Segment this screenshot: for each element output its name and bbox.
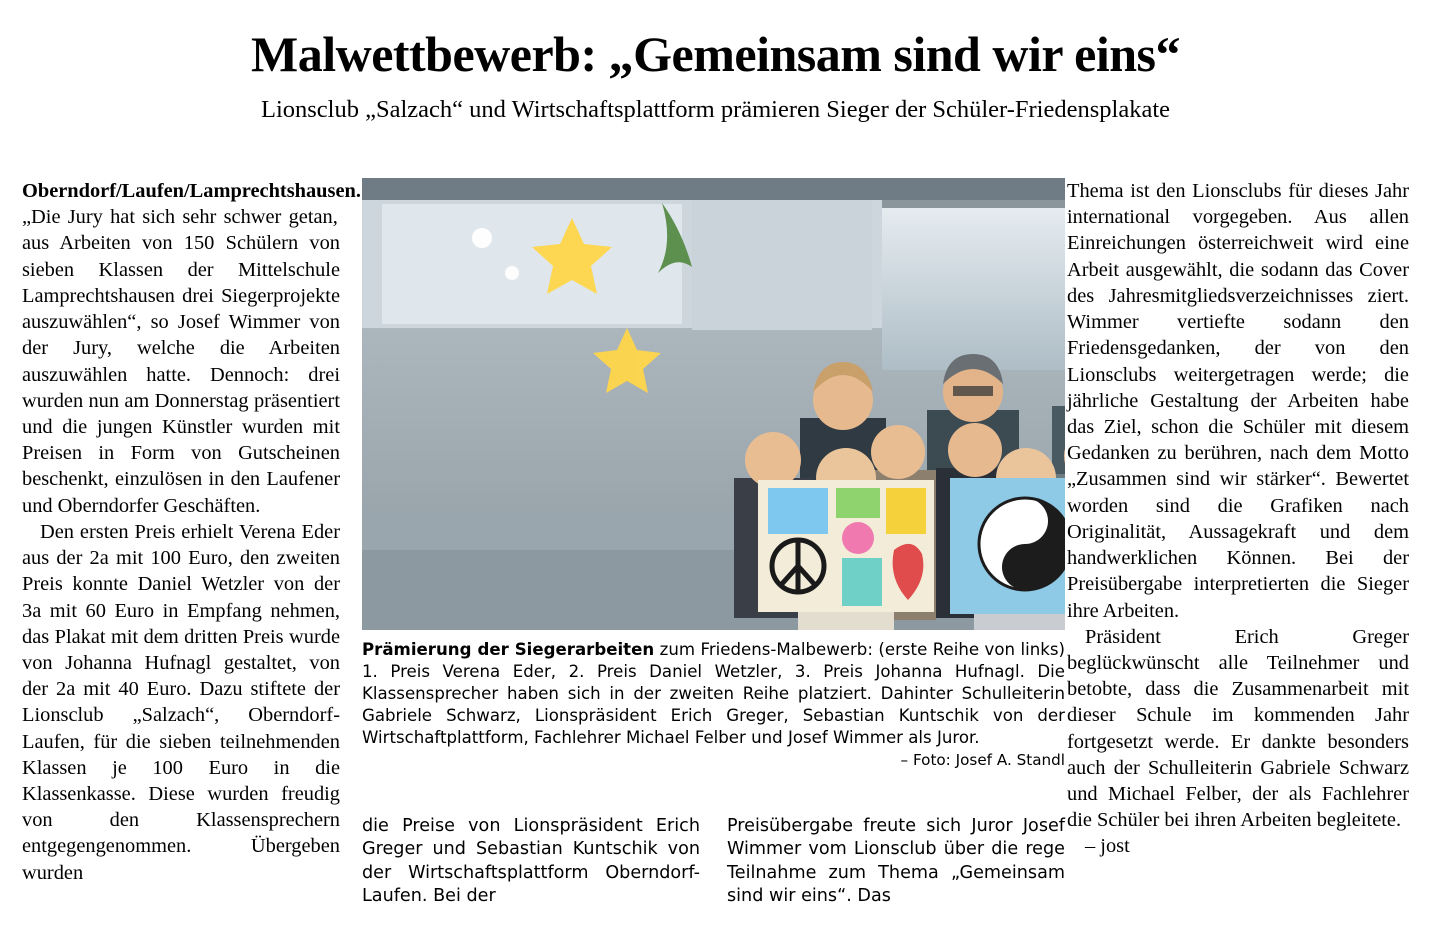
left-paragraph-2: Den ersten Preis erhielt Verena Eder aus der 2a mit 100 Euro, den zweiten Preis konnte Daniel Wetzler von der 3a mit 60 Euro in Empfang nehmen, das Plakat mit dem dritten Preis wurde von Johanna Hufnagl gestaltet, von der 2a mit 40 Euro. Dazu stiftete der Lionsclub „Salzach“, Oberndorf-Laufen, für die sieben teilnehmenden Klassen je 100 Euro in die Klassenkasse. Diese wurden freudig von den Klassensprechern entgegengenommen. Übergeben wurden — [22, 520, 340, 884]
mid-right-text: Preisübergabe freute sich Juror Josef Wimmer vom Lionsclub über die rege Teilnahme zum Thema „Gemeinsam sind wir eins“. Das — [727, 816, 1065, 907]
subheadline: Lionsclub „Salzach“ und Wirtschaftsplattform prämieren Sieger der Schüler-Friedensplakate — [260, 95, 1170, 123]
right-paragraph-2: Präsident Erich Greger beglückwünscht alle Teilnehmer und betobte, dass die Zusammenarbeit mit dieser Schule im kommenden Jahr fortgesetzt werde. Er dankte besonders auch der Schulleiterin Gabriele Schwarz und Michael Felber, der als Fachlehrer die Schüler bei ihren Arbeiten begleitete. — [1067, 625, 1409, 832]
left-paragraph-1 — [22, 178, 361, 519]
column-left — [22, 178, 361, 926]
middle-bottom-columns — [362, 815, 1065, 909]
photo-caption — [362, 639, 1065, 749]
photo-credit: – Foto: Josef A. Standl — [900, 751, 1065, 770]
article-signature: – jost — [1085, 835, 1130, 858]
newspaper-page — [0, 28, 1431, 940]
caption-text: zum Friedens-Malbewerb: (erste Reihe von links) 1. Preis Verena Eder, 2. Preis Daniel Wetzler, 3. Preis Johanna Hufnagl. Die Klassensprecher haben sich in der zweiten Reihe platziert. Dahinter Schulleiterin Gabriele Schwarz, Lionspräsident Erich Greger, Sebastian Kuntschik von der Wirtschaftplattform, Fachlehrer Michael Felber und Josef Wimmer als Juror. — [362, 640, 1065, 748]
photo-illustration — [362, 178, 1065, 630]
column-right — [1067, 178, 1409, 926]
article-photo — [362, 178, 1065, 630]
article-columns — [22, 178, 1409, 932]
column-middle — [362, 178, 1065, 926]
mid-left-text: die Preise von Lionspräsident Erich Greger und Sebastian Kuntschik von der Wirtschaftsplattform Oberndorf-Laufen. Bei der — [362, 816, 700, 907]
column-middle-right — [727, 815, 1065, 909]
caption-lead: Prämierung der Siegerarbeiten — [362, 640, 655, 659]
left-paragraph-1-text: „Die Jury hat sich sehr schwer getan, aus Arbeiten von 150 Schülern von sieben Klassen der Mittelschule Lamprechtshausen drei Siegerprojekte auszuwählen“, so Josef Wimmer von der Jury, welche die Arbeiten auszuwählen hatte. Dennoch: drei wurden nun am Donnerstag präsentiert und die jungen Künstler wurden mit Preisen in Form von Gutscheinen beschenkt, einzulösen in den Laufener und Oberndorfer Geschäften. — [22, 206, 340, 517]
page-title: Malwettbewerb: „Gemeinsam sind wir eins“ — [251, 26, 1180, 82]
right-paragraph-1: Thema ist den Lionsclubs für dieses Jahr international vorgegeben. Aus allen Einreichungen österreichweit wird eine Arbeit ausgewählt, die sodann das Cover des Jahresmitgliedsverzeichnisses ziert. Wimmer vertiefte sodann den Friedensgedanken, der von den Lionsclubs weitergetragen werde; die jährliche Gestaltung der Arbeiten habe das Ziel, schon die Schüler mit diesem Gedanken zu berühren, nach dem Motto „Zusammen sind wir stärker“. Bewertet worden sind die Grafiken nach Originalität, Aussagekraft und dem handwerklichen Können. Bei der Preisübergabe interpretierten die Sieger ihre Arbeiten. — [1067, 180, 1409, 622]
column-middle-left — [362, 815, 700, 909]
dateline: Oberndorf/Laufen/Lamprechtshausen. — [22, 180, 361, 202]
